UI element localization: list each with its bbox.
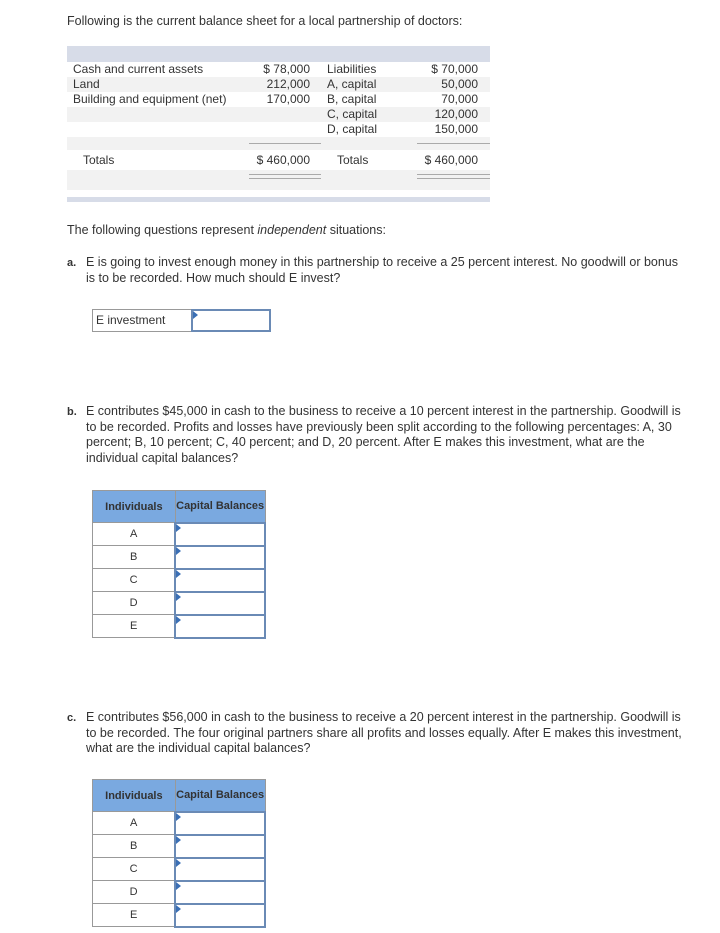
table-row <box>93 858 266 881</box>
capital-balances-header: Capital Balances <box>175 780 265 812</box>
table-row <box>93 569 266 592</box>
totals-row <box>67 150 490 170</box>
asset-label: Building and equipment (net) <box>73 92 227 106</box>
capital-balance-input[interactable] <box>175 546 265 569</box>
liab-total: $ 460,000 <box>424 153 478 167</box>
balance-sheet <box>67 46 490 192</box>
liability-amount: 150,000 <box>434 122 478 136</box>
intro-text: Following is the current balance sheet for a local partnership of doctors: <box>67 14 463 28</box>
totals-label: Totals <box>83 153 115 167</box>
asset-label: Cash and current assets <box>73 62 204 76</box>
liability-amount: 120,000 <box>434 107 478 121</box>
balance-row <box>67 92 490 107</box>
liability-amount: 70,000 <box>441 92 478 106</box>
table-row <box>93 881 266 904</box>
capital-balances-table-c <box>92 779 266 928</box>
asset-amount: 170,000 <box>266 92 310 106</box>
individual-name: C <box>93 858 176 881</box>
liab-totals-label: Totals <box>337 153 369 167</box>
individual-name: E <box>93 615 176 638</box>
assets-total: $ 460,000 <box>256 153 310 167</box>
individual-name: C <box>93 569 176 592</box>
liability-label: A, capital <box>327 77 377 91</box>
liability-amount: 50,000 <box>441 77 478 91</box>
individual-name: B <box>93 546 176 569</box>
individual-name: A <box>93 523 176 546</box>
question-c-label: c. <box>67 712 77 724</box>
capital-balance-input[interactable] <box>175 812 265 835</box>
asset-label: Land <box>73 77 100 91</box>
balance-row <box>67 122 490 137</box>
balance-row <box>67 107 490 122</box>
question-c-text: E contributes $56,000 in cash to the business to receive a 20 percent interest in the partnership. Goodwill is to be recorded. The four original partners share all profits and losses equally. After E makes this investment, what are the individual capital balances? <box>86 710 682 755</box>
capital-balance-input[interactable] <box>175 835 265 858</box>
e-investment-input[interactable] <box>191 309 271 332</box>
question-a-label: a. <box>67 257 77 269</box>
table-row <box>93 812 266 835</box>
e-investment-label: E investment <box>92 309 192 332</box>
balance-row <box>67 62 490 77</box>
liability-label: Liabilities <box>327 62 377 76</box>
footer-band <box>67 197 490 202</box>
capital-balance-input[interactable] <box>175 569 265 592</box>
liability-label: D, capital <box>327 122 378 136</box>
individuals-header: Individuals <box>93 780 176 812</box>
table-row <box>93 546 266 569</box>
table-row <box>93 904 266 927</box>
capital-balance-input[interactable] <box>175 904 265 927</box>
liability-label: C, capital <box>327 107 378 121</box>
capital-balances-table-b <box>92 490 266 639</box>
individual-name: A <box>93 812 176 835</box>
capital-balance-input[interactable] <box>175 523 265 546</box>
table-row <box>93 835 266 858</box>
individuals-header: Individuals <box>93 491 176 523</box>
independent-note: The following questions represent independent situations: <box>67 223 386 237</box>
individual-name: E <box>93 904 176 927</box>
liability-amount: $ 70,000 <box>431 62 478 76</box>
question-b-label: b. <box>67 406 77 418</box>
question-a-text: E is going to invest enough money in this partnership to receive a 25 percent interest. No goodwill or bonus is to be recorded. How much should E invest? <box>86 255 679 285</box>
asset-amount: $ 78,000 <box>263 62 310 76</box>
table-row <box>93 523 266 546</box>
capital-balance-input[interactable] <box>175 592 265 615</box>
individual-name: D <box>93 881 176 904</box>
question-b-text: E contributes $45,000 in cash to the business to receive a 10 percent interest in the partnership. Goodwill is to be recorded. Profits and losses have previously been split according to the following percentages: A, 30 percent; B, 10 percent; C, 40 percent; and D, 20 percent. After E makes this investment, what are the individual capital balances? <box>86 404 681 465</box>
capital-balances-header: Capital Balances <box>175 491 265 523</box>
individual-name: D <box>93 592 176 615</box>
liability-label: B, capital <box>327 92 377 106</box>
capital-balance-input[interactable] <box>175 615 265 638</box>
header-band <box>67 46 490 62</box>
balance-row <box>67 77 490 92</box>
table-row <box>93 592 266 615</box>
capital-balance-input[interactable] <box>175 858 265 881</box>
individual-name: B <box>93 835 176 858</box>
table-row <box>93 615 266 638</box>
asset-amount: 212,000 <box>266 77 310 91</box>
capital-balance-input[interactable] <box>175 881 265 904</box>
